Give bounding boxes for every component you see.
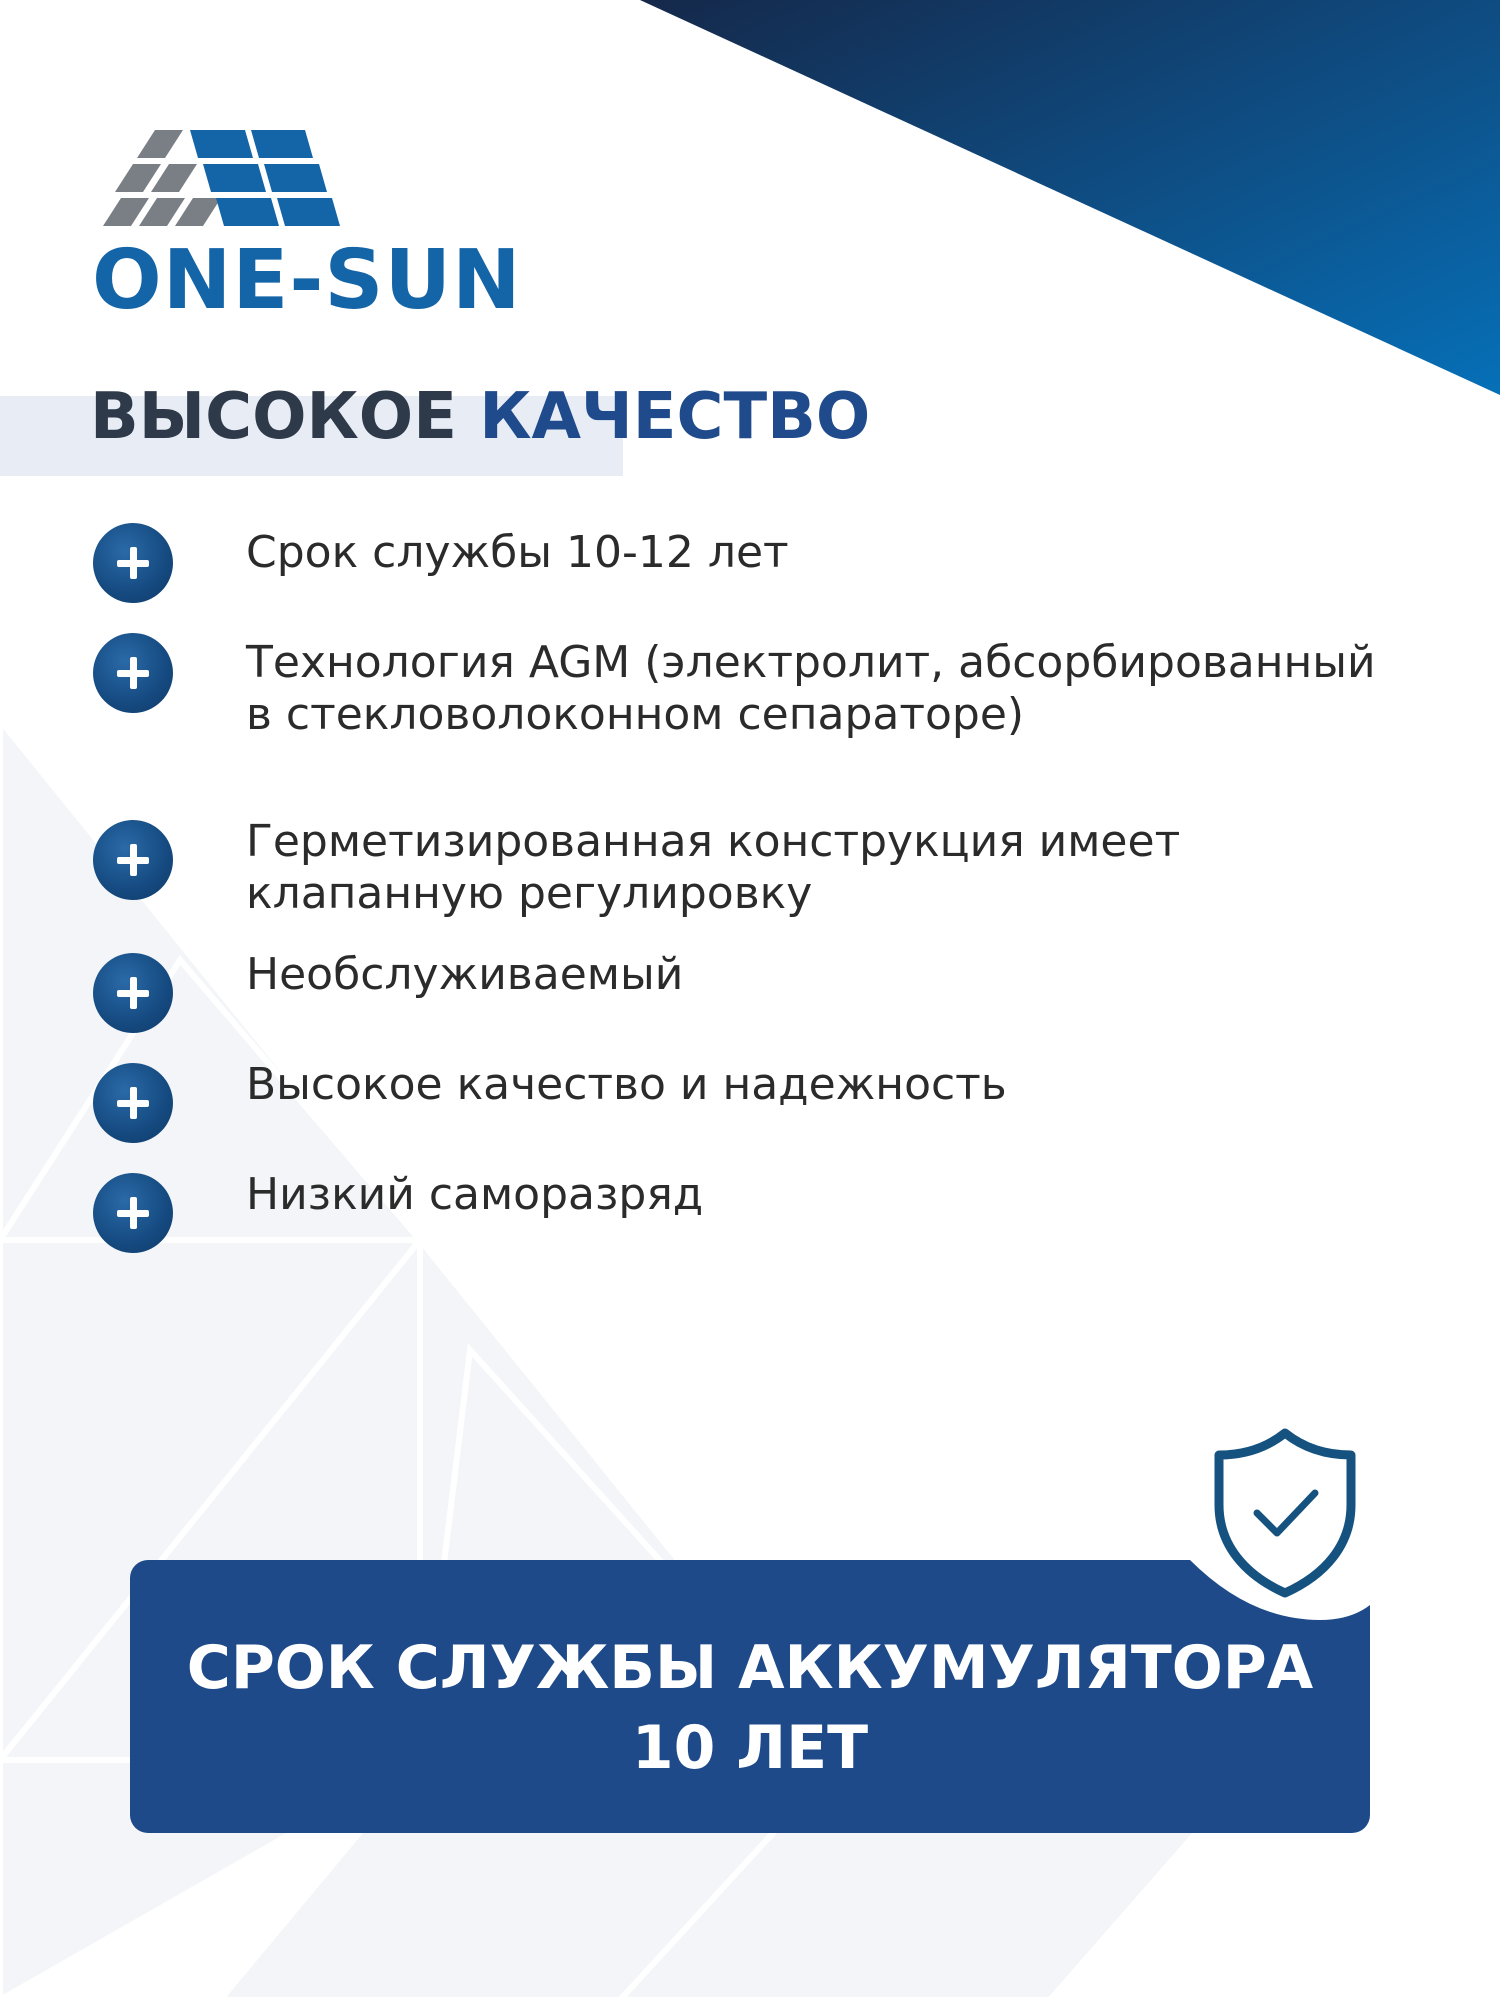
brand-name: ONE-SUN (92, 233, 522, 328)
title-part2: КАЧЕСТВО (479, 380, 871, 454)
corner-gradient-shape (640, 0, 1500, 395)
feature-text: Необслуживаемый (246, 949, 684, 1000)
plus-icon (93, 633, 173, 713)
feature-text: Низкий саморазряд (246, 1169, 704, 1220)
plus-icon (93, 953, 173, 1033)
feature-text: Герметизированная конструкция имеет клапанную регулировку (246, 816, 1181, 919)
page-title (90, 380, 871, 454)
banner-line2: 10 ЛЕТ (631, 1713, 869, 1783)
title-part1: ВЫСОКОЕ (90, 380, 457, 454)
one-sun-logo-icon (95, 128, 425, 243)
plus-icon (93, 1173, 173, 1253)
banner-line1: СРОК СЛУЖБЫ АККУМУЛЯТОРА (186, 1633, 1314, 1703)
banner-text (130, 1628, 1370, 1788)
feature-text: Технология AGM (электролит, абсорбированный в стекловолоконном сепараторе) (246, 637, 1376, 740)
plus-icon (93, 523, 173, 603)
plus-icon (93, 1063, 173, 1143)
feature-text: Срок службы 10-12 лет (246, 527, 789, 578)
shield-check-icon (1205, 1425, 1365, 1600)
feature-text: Высокое качество и надежность (246, 1059, 1007, 1110)
plus-icon (93, 820, 173, 900)
